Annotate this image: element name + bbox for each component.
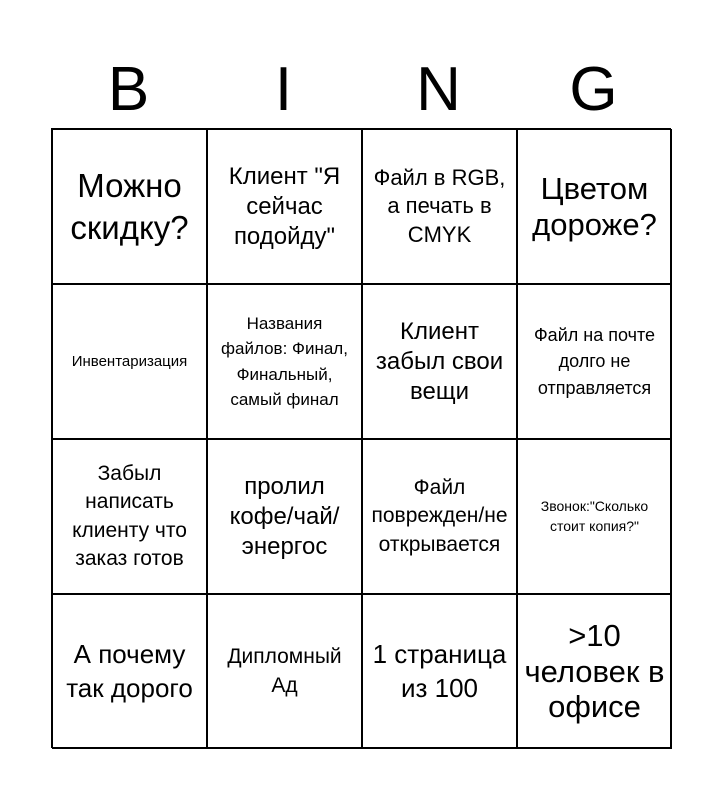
- bingo-cell-text: Файл в RGB, а печать в CMYK: [373, 164, 506, 247]
- bingo-cell[interactable]: [52, 129, 207, 284]
- bingo-cell[interactable]: [207, 594, 362, 749]
- bingo-cell-text: Цветом дороже?: [532, 170, 657, 242]
- header-letter-i: I: [274, 55, 293, 124]
- bingo-cell[interactable]: [517, 284, 672, 439]
- bingo-cell-text: Звонок:"Сколько стоит копия?": [540, 497, 649, 534]
- bingo-cell-text: Дипломный Ад: [227, 645, 342, 697]
- bingo-cell-text: Файл поврежден/не открывается: [371, 475, 508, 556]
- bingo-cell[interactable]: [52, 439, 207, 594]
- bingo-cell[interactable]: [207, 284, 362, 439]
- bingo-cell-text: Инвентаризация: [71, 353, 188, 370]
- bingo-grid: [51, 128, 671, 748]
- bingo-cell[interactable]: [362, 284, 517, 439]
- bingo-cell[interactable]: [52, 594, 207, 749]
- bingo-cell[interactable]: [52, 284, 207, 439]
- bingo-cell-text: Клиент забыл свои вещи: [375, 317, 504, 405]
- bingo-cell-text: Файл на почте долго не отправляется: [534, 325, 655, 398]
- bingo-header: [51, 52, 671, 128]
- bingo-cell-text: Забыл написать клиенту что заказ готов: [72, 461, 187, 570]
- bingo-cell[interactable]: [362, 129, 517, 284]
- bingo-cell-text: А почему так дорого: [66, 638, 193, 703]
- header-letter-g: G: [569, 55, 618, 124]
- bingo-cell-text: 1 страница из 100: [372, 638, 507, 703]
- bingo-cell-text: Названия файлов: Финал, Финальный, самый финал: [221, 313, 348, 409]
- bingo-cell-text: Можно скидку?: [70, 167, 189, 246]
- bingo-cell-text: >10 человек в офисе: [524, 618, 665, 725]
- bingo-cell[interactable]: [517, 594, 672, 749]
- bingo-cell[interactable]: [207, 439, 362, 594]
- bingo-cell[interactable]: [517, 129, 672, 284]
- bingo-cell[interactable]: [517, 439, 672, 594]
- header-letter-b: B: [107, 55, 150, 124]
- bingo-cell-text: Клиент "Я сейчас подойду": [228, 162, 341, 250]
- header-letter-n: N: [416, 55, 461, 124]
- bingo-cell-text: пролил кофе/чай/энергос: [229, 472, 340, 560]
- bingo-cell[interactable]: [362, 439, 517, 594]
- bingo-cell[interactable]: [207, 129, 362, 284]
- bingo-cell[interactable]: [362, 594, 517, 749]
